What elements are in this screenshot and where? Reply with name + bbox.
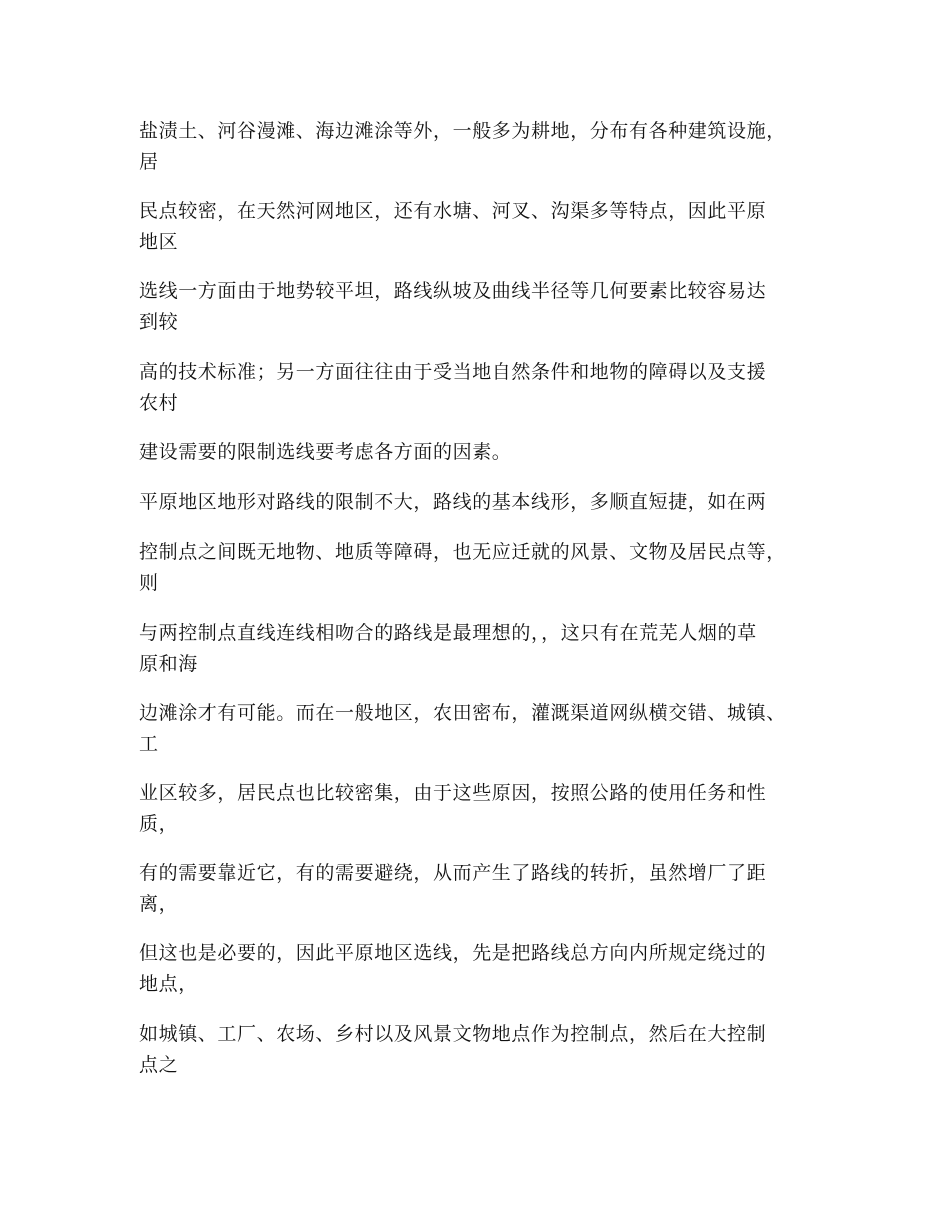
- paragraph-line: 平原地区地形对路线的限制不大，路线的基本线形，多顺直短捷，如在两: [139, 491, 767, 513]
- paragraph-line: 与两控制点直线连线相吻合的路线是最理想的，，这只有在荒芜人烟的草 原和海: [139, 622, 757, 675]
- paragraph-line: 如城镇、工厂、农场、乡村以及风景文物地点作为控制点，然后在大控制 点之: [139, 1023, 767, 1076]
- paragraph-line: 但这也是必要的，因此平原地区选线，先是把路线总方向内所规定绕过的 地点，: [139, 942, 767, 995]
- paragraph-line: 民点较密，在天然河网地区，还有水塘、河叉、沟渠多等特点，因此平原 地区: [139, 200, 767, 253]
- paragraph-line: 业区较多，居民点也比较密集，由于这些原因，按照公路的使用任务和性 质，: [139, 782, 767, 835]
- paragraph-line: 选线一方面由于地势较平坦，路线纵坡及曲线半径等几何要素比较容易达 到较: [139, 280, 767, 333]
- paragraph-line: 有的需要靠近它，有的需要避绕，从而产生了路线的转折，虽然增厂了距 离，: [139, 862, 767, 915]
- paragraph-line: 盐渍土、河谷漫滩、海边滩涂等外，一般多为耕地，分布有各种建筑设施， 居: [139, 120, 786, 173]
- paragraph-line: 控制点之间既无地物、地质等障碍，也无应迁就的风景、文物及居民点等， 则: [139, 541, 786, 594]
- paragraph-line: 高的技术标准；另一方面往往由于受当地自然条件和地物的障碍以及支援 农村: [139, 361, 767, 414]
- paragraph-line: 建设需要的限制选线要考虑各方面的因素。: [139, 441, 512, 463]
- paragraph-line: 边滩涂才有可能。而在一般地区，农田密布，灌溉渠道网纵横交错、城镇、 工: [139, 702, 786, 755]
